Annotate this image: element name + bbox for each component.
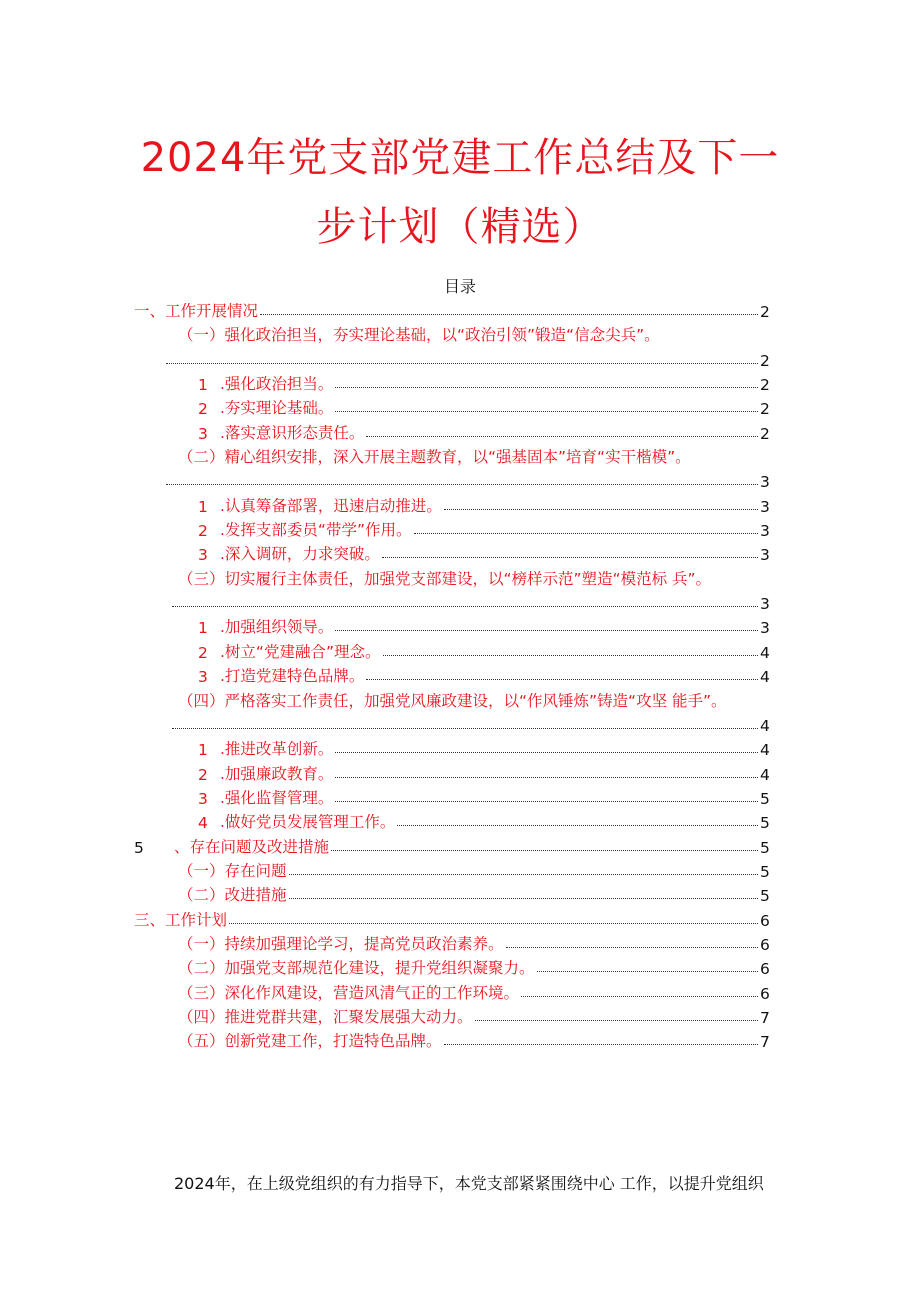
toc-leader xyxy=(414,533,759,534)
toc-entry-label: （二）加强党支部规范化建设，提升党组织凝聚力。 xyxy=(178,959,535,978)
toc-page-number: 4 xyxy=(760,716,770,735)
toc-leader xyxy=(475,1020,758,1021)
toc-leader xyxy=(537,971,758,972)
toc-entry-2-2[interactable] xyxy=(0,881,920,905)
toc-entry-label: .深入调研，力求突破。 xyxy=(220,545,380,564)
toc-page-number: 2 xyxy=(760,400,770,419)
toc-leader xyxy=(335,801,758,802)
toc-entry-1-1[interactable] xyxy=(0,321,920,345)
toc-entry-number: 3 xyxy=(198,546,208,565)
toc-leader xyxy=(335,752,758,753)
toc-entry-1-3-continuation[interactable] xyxy=(0,589,920,613)
toc-entry-number: 1 xyxy=(198,376,208,395)
toc-leader xyxy=(229,923,758,924)
toc-entry-number: 1 xyxy=(198,741,208,760)
toc-page-number: 3 xyxy=(760,473,770,492)
toc-entry-label: （五）创新党建工作，打造特色品牌。 xyxy=(178,1032,442,1051)
toc-entry-label: .落实意识形态责任。 xyxy=(220,423,365,442)
toc-entry-section-3[interactable] xyxy=(0,906,920,930)
toc-leader xyxy=(260,314,758,315)
toc-entry-1-4-3[interactable] xyxy=(0,784,920,808)
toc-entry-section-2[interactable] xyxy=(0,833,920,857)
toc-entry-1-3-3[interactable] xyxy=(0,662,920,686)
toc-entry-label: .发挥支部委员“带学”作用。 xyxy=(220,521,412,540)
toc-page-number: 7 xyxy=(760,1008,770,1027)
toc-entry-1-4-2[interactable] xyxy=(0,760,920,784)
toc-entry-1-2-3[interactable] xyxy=(0,540,920,564)
toc-entry-label: 、存在问题及改进措施 xyxy=(174,837,330,856)
toc-entry-label: .认真筹备部署，迅速启动推进。 xyxy=(220,496,442,515)
toc-heading: 目录 xyxy=(443,277,476,296)
toc-leader xyxy=(331,850,758,851)
toc-page-number: 6 xyxy=(760,960,770,979)
toc-entry-label: .树立“党建融合”理念。 xyxy=(220,642,381,661)
toc-entry-number: 4 xyxy=(198,814,208,833)
toc-entry-label: .夯实理论基础。 xyxy=(220,399,334,418)
toc-page-number: 5 xyxy=(760,862,770,881)
toc-page-number: 4 xyxy=(760,668,770,687)
toc-entry-label: （三）切实履行主体责任，加强党支部建设，以“榜样示范”塑造“模范标 兵”。 xyxy=(178,569,712,588)
toc-entry-1-3-2[interactable] xyxy=(0,638,920,662)
toc-page-number: 3 xyxy=(760,619,770,638)
toc-entry-label: 一、工作开展情况 xyxy=(134,302,259,320)
document-title-line-2: 步计划（精选） xyxy=(316,204,604,250)
toc-page-number: 6 xyxy=(760,935,770,954)
toc-entry-label: （一）强化政治担当，夯实理论基础，以“政治引领”锻造“信念尖兵”。 xyxy=(178,326,660,345)
toc-entry-1-4[interactable] xyxy=(0,687,920,711)
toc-entry-number: 3 xyxy=(198,789,208,808)
table-of-contents xyxy=(0,297,920,1052)
toc-entry-1-1-3[interactable] xyxy=(0,419,920,443)
toc-leader xyxy=(335,630,758,631)
toc-entry-1-1-1[interactable] xyxy=(0,370,920,394)
toc-entry-number: 2 xyxy=(198,765,208,784)
toc-leader xyxy=(382,557,758,558)
toc-page-number: 5 xyxy=(760,814,770,833)
toc-leader xyxy=(166,484,758,485)
toc-page-number: 4 xyxy=(760,765,770,784)
toc-entry-3-5[interactable] xyxy=(0,1027,920,1051)
toc-entry-1-1-continuation[interactable] xyxy=(0,346,920,370)
toc-entry-label: .强化政治担当。 xyxy=(220,375,334,394)
toc-leader xyxy=(444,509,758,510)
toc-entry-1-4-1[interactable] xyxy=(0,735,920,759)
toc-leader xyxy=(335,411,758,412)
toc-leader xyxy=(172,728,758,729)
toc-entry-label: .做好党员发展管理工作。 xyxy=(220,813,396,832)
toc-page-number: 5 xyxy=(760,838,770,857)
toc-entry-3-3[interactable] xyxy=(0,979,920,1003)
toc-entry-1-2-continuation[interactable] xyxy=(0,467,920,491)
toc-page-number: 2 xyxy=(760,351,770,370)
toc-entry-number: 3 xyxy=(198,424,208,443)
toc-entry-2-1[interactable] xyxy=(0,857,920,881)
toc-page-number: 5 xyxy=(760,789,770,808)
toc-entry-number: 1 xyxy=(198,497,208,516)
toc-entry-number: 1 xyxy=(198,619,208,638)
toc-page-number: 2 xyxy=(760,424,770,443)
toc-leader xyxy=(289,898,758,899)
toc-page-number: 3 xyxy=(760,546,770,565)
toc-page-number: 6 xyxy=(760,911,770,930)
toc-entry-1-1-2[interactable] xyxy=(0,394,920,418)
toc-page-number: 2 xyxy=(760,303,770,321)
body-paragraph-first-line: 2024年，在上级党组织的有力指导下，本党支部紧紧围绕中心 工作，以提升党组织 xyxy=(174,1174,764,1193)
toc-entry-label: （二）改进措施 xyxy=(178,886,287,905)
toc-entry-3-1[interactable] xyxy=(0,930,920,954)
toc-leader xyxy=(166,363,758,364)
toc-page-number: 3 xyxy=(760,522,770,541)
toc-entry-label: .打造党建特色品牌。 xyxy=(220,667,365,686)
toc-entry-number: 2 xyxy=(198,643,208,662)
toc-page-number: 2 xyxy=(760,376,770,395)
toc-entry-1-2-2[interactable] xyxy=(0,516,920,540)
toc-page-number: 5 xyxy=(760,887,770,906)
toc-page-number: 3 xyxy=(760,497,770,516)
toc-entry-3-2[interactable] xyxy=(0,954,920,978)
toc-page-number: 4 xyxy=(760,643,770,662)
toc-leader xyxy=(397,825,758,826)
document-title-line-1: 2024年党支部党建工作总结及下一 xyxy=(140,135,780,181)
toc-page-number: 7 xyxy=(760,1033,770,1052)
toc-entry-label: （四）严格落实工作责任，加强党风廉政建设，以“作风锤炼”铸造“攻坚 能手”。 xyxy=(178,691,727,710)
toc-leader xyxy=(506,947,758,948)
toc-entry-label: （二）精心组织安排，深入开展主题教育，以“强基固本”培育“实干楷模”。 xyxy=(178,448,691,467)
toc-entry-1-3[interactable] xyxy=(0,565,920,589)
toc-leader xyxy=(383,655,759,656)
toc-entry-number: 2 xyxy=(198,400,208,419)
toc-leader xyxy=(444,1044,758,1045)
toc-page-number: 6 xyxy=(760,984,770,1003)
toc-entry-3-4[interactable] xyxy=(0,1003,920,1027)
toc-entry-label: .强化监督管理。 xyxy=(220,788,334,807)
toc-leader xyxy=(172,606,758,607)
toc-entry-label: （四）推进党群共建，汇聚发展强大动力。 xyxy=(178,1007,473,1026)
toc-page-number: 3 xyxy=(760,595,770,614)
toc-entry-label: .推进改革创新。 xyxy=(220,740,334,759)
toc-entry-1-2[interactable] xyxy=(0,443,920,467)
toc-leader xyxy=(335,387,758,388)
toc-leader xyxy=(521,996,758,997)
toc-leader xyxy=(366,679,758,680)
toc-entry-1-4-4[interactable] xyxy=(0,808,920,832)
toc-entry-label: （三）深化作风建设，营造风清气正的工作环境。 xyxy=(178,983,520,1002)
toc-entry-1-2-1[interactable] xyxy=(0,492,920,516)
toc-entry-number: 2 xyxy=(198,522,208,541)
toc-entry-label: （一）持续加强理论学习，提高党员政治素养。 xyxy=(178,934,504,953)
toc-entry-label: 三、工作计划 xyxy=(134,910,228,929)
toc-entry-number: 5 xyxy=(134,838,144,857)
toc-leader xyxy=(366,436,758,437)
toc-entry-label: .加强廉政教育。 xyxy=(220,764,334,783)
toc-leader xyxy=(289,874,758,875)
toc-entry-number: 3 xyxy=(198,668,208,687)
toc-entry-1-4-continuation[interactable] xyxy=(0,711,920,735)
toc-entry-1-3-1[interactable] xyxy=(0,613,920,637)
toc-entry-label: .加强组织领导。 xyxy=(220,618,334,637)
toc-leader xyxy=(335,777,758,778)
toc-page-number: 4 xyxy=(760,741,770,760)
toc-entry-label: （一）存在问题 xyxy=(178,861,287,880)
toc-entry-section-1[interactable] xyxy=(0,297,920,321)
